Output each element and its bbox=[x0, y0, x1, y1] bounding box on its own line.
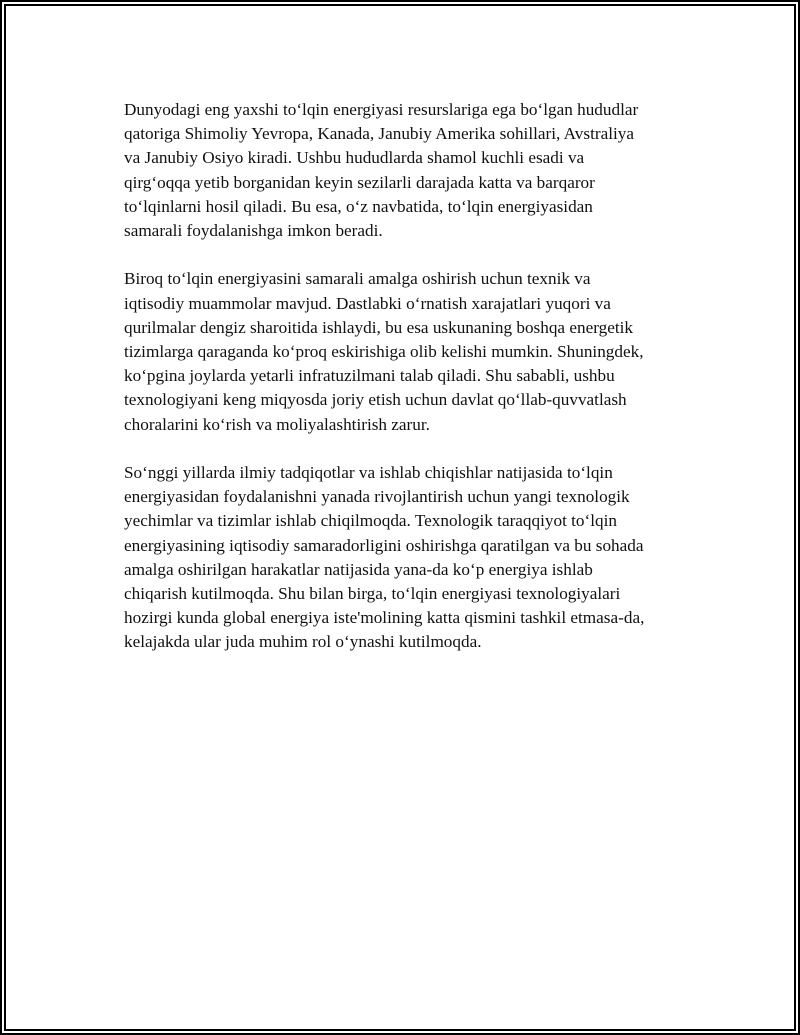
document-body bbox=[124, 98, 684, 679]
paragraph-2 bbox=[124, 267, 684, 436]
paragraph-line: tizimlarga qaraganda ko‘proq eskirishiga olib kelishi mumkin. Shuningdek, bbox=[124, 342, 644, 362]
paragraph-line: qatoriga Shimoliy Yevropa, Kanada, Janubiy Amerika sohillari, Avstraliya bbox=[124, 124, 634, 144]
paragraph-line: kelajakda ular juda muhim rol o‘ynashi kutilmoqda. bbox=[124, 632, 482, 652]
paragraph-line: chiqarish kutilmoqda. Shu bilan birga, to‘lqin energiyasi texnologiyalari bbox=[124, 584, 621, 604]
paragraph-line: choralarini ko‘rish va moliyalashtirish zarur. bbox=[124, 414, 430, 434]
paragraph-line: ko‘pgina joylarda yetarli infratuzilmani talab qiladi. Shu sababli, ushbu bbox=[124, 366, 615, 386]
paragraph-line: qirg‘oqqa yetib borganidan keyin sezilarli darajada katta va barqaror bbox=[124, 172, 595, 192]
paragraph-line: qurilmalar dengiz sharoitida ishlaydi, bu esa uskunaning boshqa energetik bbox=[124, 317, 633, 337]
paragraph-line: energiyasining iqtisodiy samaradorligini oshirishga qaratilgan va bu sohada bbox=[124, 535, 644, 555]
paragraph-line: iqtisodiy muammolar mavjud. Dastlabki o‘rnatish xarajatlari yuqori va bbox=[124, 293, 611, 313]
paragraph-line: hozirgi kunda global energiya iste'molining katta qismini tashkil etmasa-da, bbox=[124, 608, 645, 628]
paragraph-line: amalga oshirilgan harakatlar natijasida yana-da ko‘p energiya ishlab bbox=[124, 559, 593, 579]
paragraph-line: Dunyodagi eng yaxshi to‘lqin energiyasi resurslariga ega bo‘lgan hududlar bbox=[124, 100, 639, 119]
paragraph-line: texnologiyani keng miqyosda joriy etish uchun davlat qo‘llab-quvvatlash bbox=[124, 390, 627, 410]
paragraph-line: Biroq to‘lqin energiyasini samarali amalga oshirish uchun texnik va bbox=[124, 269, 591, 289]
paragraph-line: va Janubiy Osiyo kiradi. Ushbu hududlarda shamol kuchli esadi va bbox=[124, 148, 585, 168]
paragraph-line: So‘nggi yillarda ilmiy tadqiqotlar va ishlab chiqishlar natijasida to‘lqin bbox=[124, 463, 613, 483]
paragraph-line: samarali foydalanishga imkon beradi. bbox=[124, 221, 383, 241]
paragraph-line: energiyasidan foydalanishni yanada rivojlantirish uchun yangi texnologik bbox=[124, 487, 630, 507]
paragraph-1 bbox=[124, 98, 684, 243]
paragraph-3 bbox=[124, 461, 684, 655]
paragraph-line: yechimlar va tizimlar ishlab chiqilmoqda. Texnologik taraqqiyot to‘lqin bbox=[124, 511, 617, 531]
paragraph-line: to‘lqinlarni hosil qiladi. Bu esa, o‘z navbatida, to‘lqin energiyasidan bbox=[124, 196, 593, 216]
